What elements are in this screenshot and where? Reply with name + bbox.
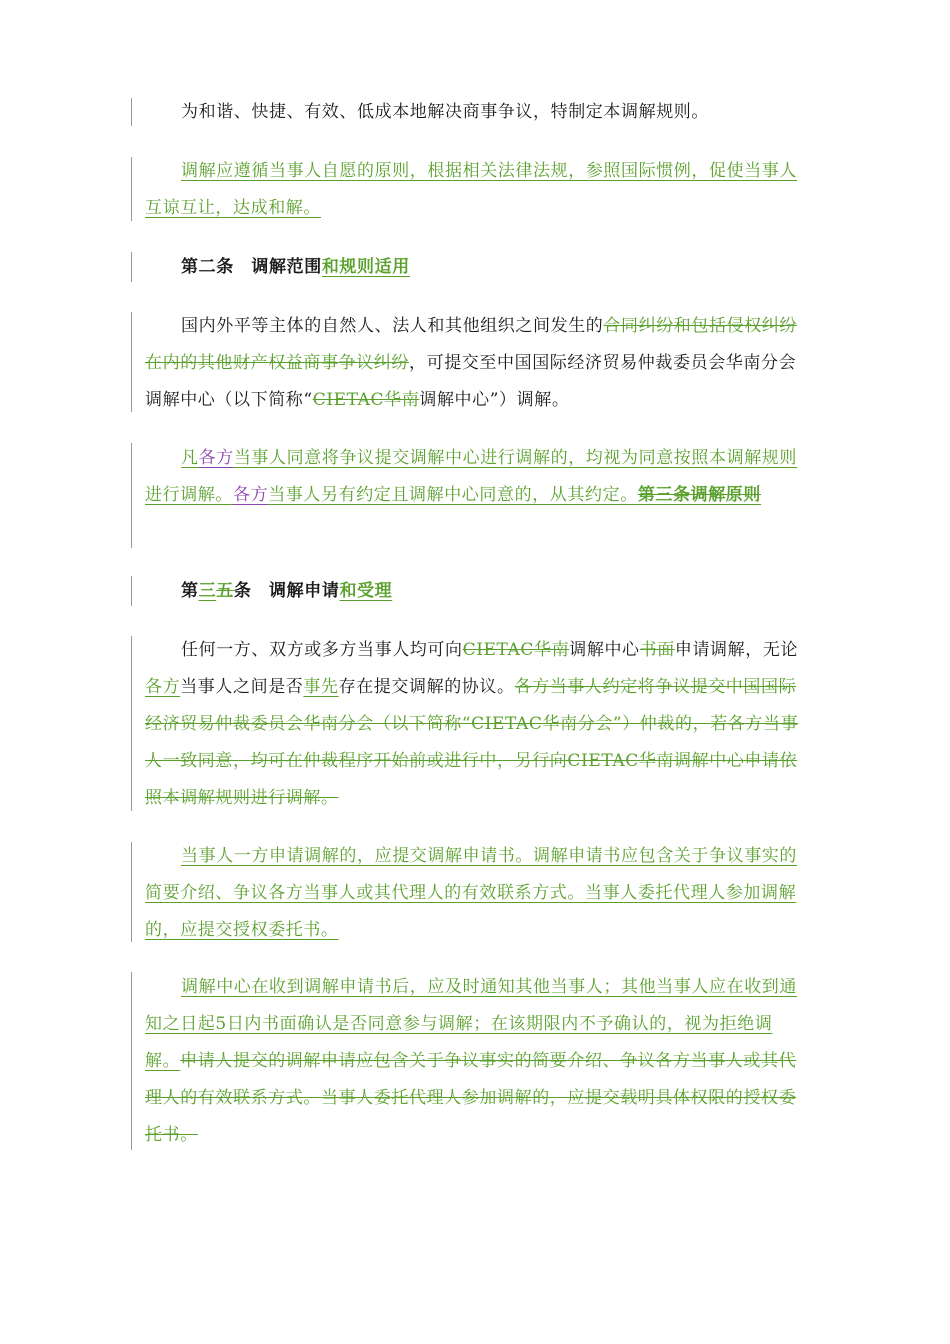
deleted-heading: 第三条调解原则 bbox=[637, 485, 762, 505]
inserted-text: 各方 bbox=[145, 677, 181, 697]
change-bar bbox=[131, 252, 132, 282]
deleted-text: 申请人提交的调解申请应包含关于争议事实的简要介绍、争议各方当事人或其代理人的有效联系方式。当事人委托代理人参加调解的，应提交载明具体权限的授权委托书。 bbox=[145, 1051, 797, 1145]
inserted-text-other-author: 各方 bbox=[198, 448, 234, 468]
article-number: 第二条 bbox=[181, 257, 234, 277]
article-title: 调解范围 bbox=[251, 257, 322, 277]
inserted-text: 凡 bbox=[181, 448, 199, 468]
inserted-text: 调解中心在收到调解申请书后，应及时通知其他当事人；其他当事人应在收到通知之日起5日内书面确认是否同意参与调解；在该期限内不予确认的，视为拒绝调解。 bbox=[145, 977, 797, 1071]
inserted-text: 当事人另有约定且调解中心同意的，从其约定。 bbox=[268, 485, 638, 505]
paragraph-purpose bbox=[145, 94, 805, 131]
change-bar bbox=[131, 842, 132, 942]
scope-text: ，可提交至中国国际经济贸易仲裁委员会华南分会调解中心（以下简称“ bbox=[145, 353, 797, 410]
inserted-text: 事先 bbox=[303, 677, 339, 697]
inserted-text: 当事人一方申请调解的，应提交调解申请书。调解申请书应包含关于争议事实的简要介绍、争议各方当事人或其代理人的有效联系方式。当事人委托代理人参加调解的，应提交授权委托书。 bbox=[145, 846, 797, 940]
article-title: 条 调解申请 bbox=[233, 581, 340, 601]
change-bar bbox=[131, 443, 132, 548]
scope-text: 调解中心”）调解。 bbox=[419, 390, 570, 410]
deleted-text: CIETAC华南 bbox=[462, 640, 570, 660]
deleted-text: 书面 bbox=[639, 640, 675, 660]
application-text: 调解中心 bbox=[569, 640, 640, 660]
paragraph-application-documents bbox=[145, 838, 805, 949]
paragraph-agreement bbox=[145, 440, 805, 514]
inserted-text: 调解应遵循当事人自愿的原则，根据相关法律法规，参照国际惯例，促使当事人互谅互让，达成和解。 bbox=[145, 161, 797, 218]
article-number: 第 bbox=[181, 581, 199, 601]
deleted-text: CIETAC华南 bbox=[312, 390, 420, 410]
change-bar bbox=[131, 636, 132, 811]
change-bar bbox=[131, 312, 132, 412]
inserted-text: 当事人同意将争议提交调解中心进行调解的，均视为同意按照本调解规则进行调解。 bbox=[145, 448, 798, 505]
change-bar bbox=[131, 576, 132, 606]
paragraph-application bbox=[145, 632, 805, 817]
article-2-heading bbox=[145, 249, 805, 286]
deleted-text: 合同纠纷和包括侵权纠纷在内的其他财产权益商事争议纠纷 bbox=[145, 316, 798, 373]
purpose-text: 为和谐、快捷、有效、低成本地解决商事争议，特制定本调解规则。 bbox=[181, 102, 709, 122]
change-bar bbox=[131, 972, 132, 1150]
inserted-text: 和规则适用 bbox=[321, 257, 410, 277]
inserted-text-other-author: 各方 bbox=[233, 485, 269, 505]
deleted-text: 各方当事人约定将争议提交中国国际经济贸易仲裁委员会华南分会（以下简称“CIETAC华南分会”）仲裁的，若各方当事人一致同意，均可在仲裁程序开始前或进行中，另行向CIETAC华南调解中心申请依照本调解规则进行调解。 bbox=[145, 677, 799, 808]
paragraph-principle bbox=[145, 153, 805, 227]
application-text: 任何一方、双方或多方当事人均可向 bbox=[181, 640, 463, 660]
paragraph-scope bbox=[145, 308, 805, 419]
scope-text: 国内外平等主体的自然人、法人和其他组织之间发生的 bbox=[181, 316, 604, 336]
application-text: 存在提交调解的协议。 bbox=[338, 677, 515, 697]
change-bar bbox=[131, 98, 132, 126]
deleted-text: 五 bbox=[216, 581, 234, 601]
change-bar bbox=[131, 157, 132, 221]
article-3-heading bbox=[145, 573, 805, 610]
inserted-text: 和受理 bbox=[339, 581, 393, 601]
inserted-text: 三 bbox=[198, 581, 217, 601]
application-text: 申请调解，无论 bbox=[674, 640, 799, 660]
application-text: 当事人之间是否 bbox=[180, 677, 304, 697]
paragraph-notification bbox=[145, 969, 805, 1154]
